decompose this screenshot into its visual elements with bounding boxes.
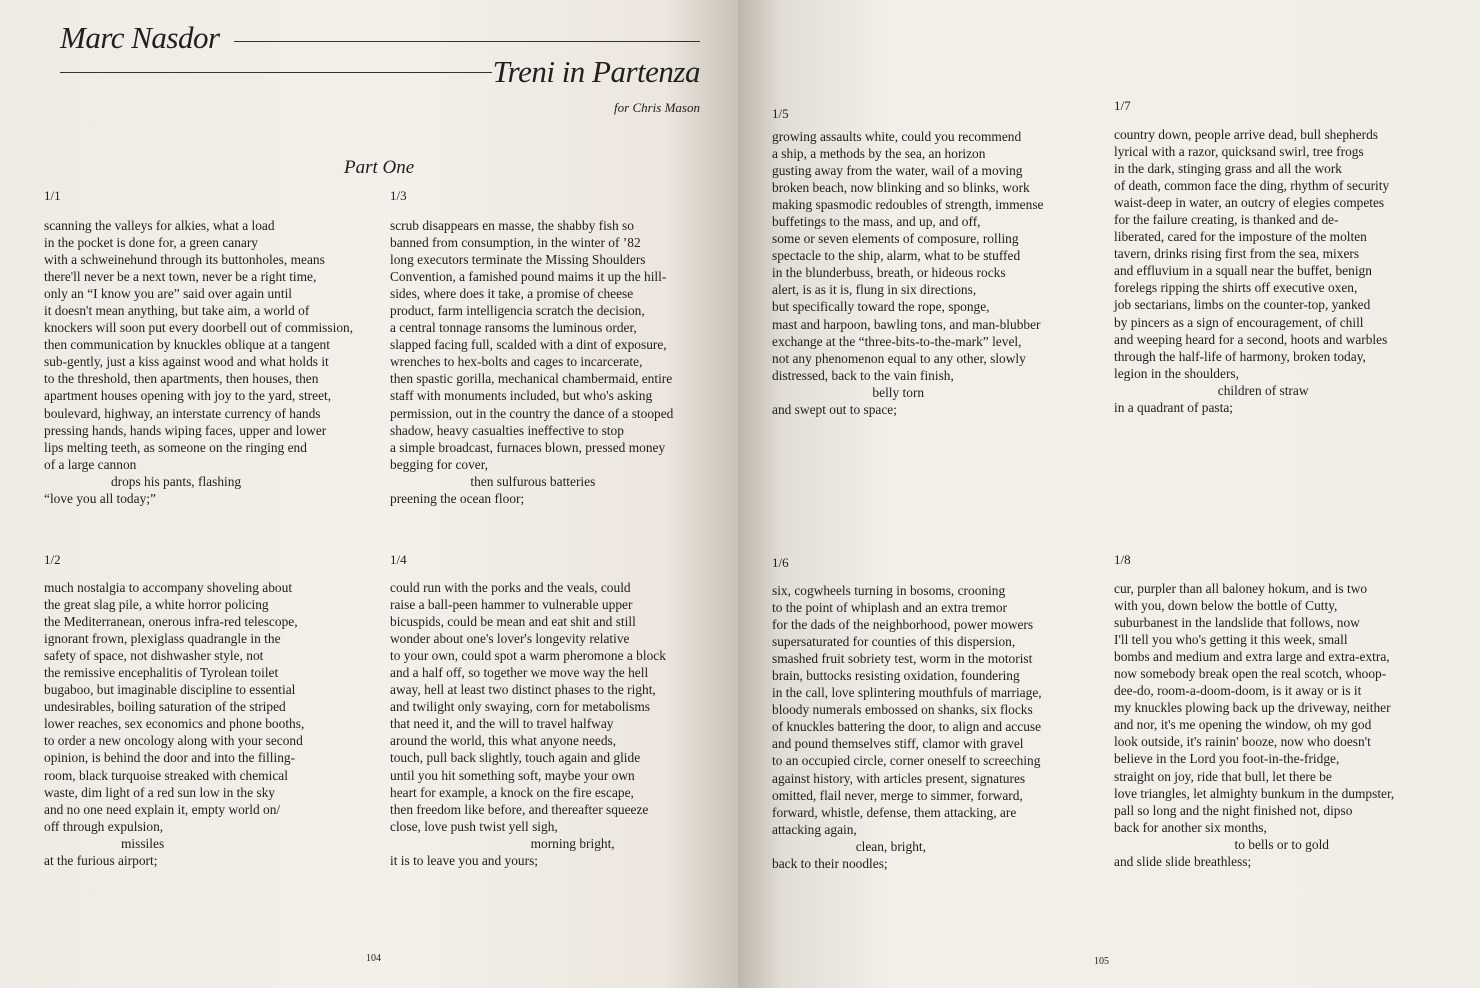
- author-rule: [234, 41, 700, 42]
- section-label: 1/6: [772, 555, 789, 570]
- dedication: for Chris Mason: [614, 100, 700, 115]
- section-text: country down, people arrive dead, bull shepherds lyrical with a razor, quicksand swirl, tree frogs in the dark, stinging grass and all the work of death, common face the ding, rhythm of security waist-deep in water, an outcry of elegies competes for the failure creating, is thanked and de- liberated, cared for the imposture of the molten tavern, drinks rising first from the sea, mixers and effluvium in a squall near the buffet, benign forelegs ripping the shirts off executive oxen, job sectarians, limbs on the counter-top, yanked by pincers as a sign of encouragement, of chill and weeping heard for a second, hoots and warbles through the half-life of harmony, broken today, legion in the shoulders, children of straw in a quadrant of pasta;: [1114, 127, 1390, 415]
- section-text: scrub disappears en masse, the shabby fish so banned from consumption, in the winter of ’82 long executors terminate the Missing Shoulders Convention, a famished pound maims it up the hill- sides, where does it take, a promise of cheese product, farm intelligencia scratch the decision, a central tonnage ransoms the luminous order, slapped facing full, scalded with a dint of exposure, wrenches to hex-bolts and cages to incarcerate, then spastic gorilla, mechanical chambermaid, entire staff with monuments included, but who's asking permission, out in the country the dance of a stooped shadow, heavy casualties ineffective to stop a simple broadcast, furnaces blown, pressed money begging for cover, then sulfurous batteries preening the ocean floor;: [390, 218, 674, 506]
- section-label: 1/8: [1114, 552, 1131, 567]
- section-text: scanning the valleys for alkies, what a load in the pocket is done for, a green canary with a schweinehund through its buttonholes, means there'll never be a next town, never be a right time, only an “I know you are” said over again until it doesn't mean anything, but take aim, a world of knockers will soon put every doorbell out of commission, then communication by knuckles oblique at a tangent sub-gently, just a kiss against wood and what holds it to the threshold, then apartments, then houses, then apartment houses opening with joy to the yard, street, boulevard, highway, an interstate currency of hands pressing hands, hands wiping faces, upper and lower lips melting teeth, as someone on the ringing end of a large cannon drops his pants, flashing “love you all today;”: [44, 218, 354, 506]
- section-text: cur, purpler than all baloney hokum, and is two with you, down below the bottle of Cutty, suburbanest in the landslide that follows, now I'll tell you who's getting it this week, small bombs and medium and extra large and extra-extra, now somebody break open the real scotch, whoop- dee-do, room-a-doom-doom, is it away or is it my knuckles plowing back up the driveway, neither and nor, it's me opening the window, oh my god look outside, it's rainin' booze, now who doesn't believe in the Lord you foot-in-the-fridge, straight on joy, ride that bull, let there be love triangles, let almighty bunkum in the dumpster, pall so long and the night finished not, dipso back for another six months, to bells or to gold and slide slide breathless;: [1114, 581, 1395, 869]
- author-name: Marc Nasdor: [60, 20, 220, 55]
- page-number: 105: [1094, 956, 1109, 967]
- section-label: 1/4: [390, 552, 407, 567]
- section-label: 1/5: [772, 106, 789, 121]
- part-heading: Part One: [344, 157, 415, 178]
- page-number: 104: [366, 953, 381, 964]
- poem-title: Treni in Partenza: [492, 54, 700, 89]
- section-label: 1/1: [44, 188, 61, 203]
- section-text: growing assaults white, could you recommend a ship, a methods by the sea, an horizon gusting away from the water, wail of a moving broken beach, now blinking and so blinks, work making spasmodic redoubles of strength, immense buffetings to the mass, and up, and off, some or seven elements of composure, rolling spectacle to the ship, alarm, what to be stuffed in the blunderbuss, breath, or hideous rocks alert, is as it is, flung in six directions, but specifically toward the rope, sponge, mast and harpoon, bawling tons, and man-blubber exchange at the “three-bits-to-the-mark” level, not any phenomenon equal to any other, slowly distressed, back to the vain finish, belly torn and swept out to space;: [772, 129, 1044, 417]
- left-page: [0, 0, 738, 988]
- section-text: could run with the porks and the veals, could raise a ball-peen hammer to vulnerable upper bicuspids, could be mean and eat shit and still wonder about one's lover's longevity relative to your own, could spot a warm pheromone a block and a half off, so together we move way the hell away, hell at least two distinct phases to the right, and twilight only swaying, corn for metabolisms that need it, and the will to travel halfway around the world, this what anyone needs, touch, pull back slightly, touch again and glide until you hit something soft, maybe your own heart for example, a knock on the fire escape, then freedom like before, and thereafter squeeze close, love push twist yell sigh, morning bright, it is to leave you and yours;: [390, 580, 666, 868]
- section-text: six, cogwheels turning in bosoms, crooning to the point of whiplash and an extra tremor for the dads of the neighborhood, power mowers supersaturated for counties of this dispersion, smashed fruit sobriety test, worm in the motorist brain, buttocks resisting oxidation, foundering in the call, love splintering mouthfuls of marriage, bloody numerals embossed on shanks, six flocks of knuckles battering the door, to align and accuse and pound themselves stiff, clamor with gravel to an occupied circle, corner oneself to screeching against history, with articles present, signatures omitted, flail never, merge to simmer, forward, forward, whistle, defense, them attacking, are attacking again, clean, bright, back to their noodles;: [772, 583, 1042, 871]
- section-label: 1/2: [44, 552, 61, 567]
- section-label: 1/7: [1114, 98, 1131, 113]
- title-rule: [60, 72, 492, 73]
- right-page: [738, 0, 1480, 988]
- section-text: much nostalgia to accompany shoveling about the great slag pile, a white horror policing the Mediterranean, onerous infra-red telescope, ignorant frown, plexiglass quadrangle in the safety of space, not dishwasher style, not the remissive encephalitis of Tyrolean toilet bugaboo, but imaginable discipline to essential undesirables, boiling saturation of the striped lower reaches, sex economics and phone booths, to order a new oncology along with your second opinion, is behind the door and into the filling- room, black turquoise streaked with chemical waste, dim light of a red sun low in the sky and no one need explain it, empty world on/ off through expulsion, missiles at the furious airport;: [44, 580, 305, 868]
- section-label: 1/3: [390, 188, 407, 203]
